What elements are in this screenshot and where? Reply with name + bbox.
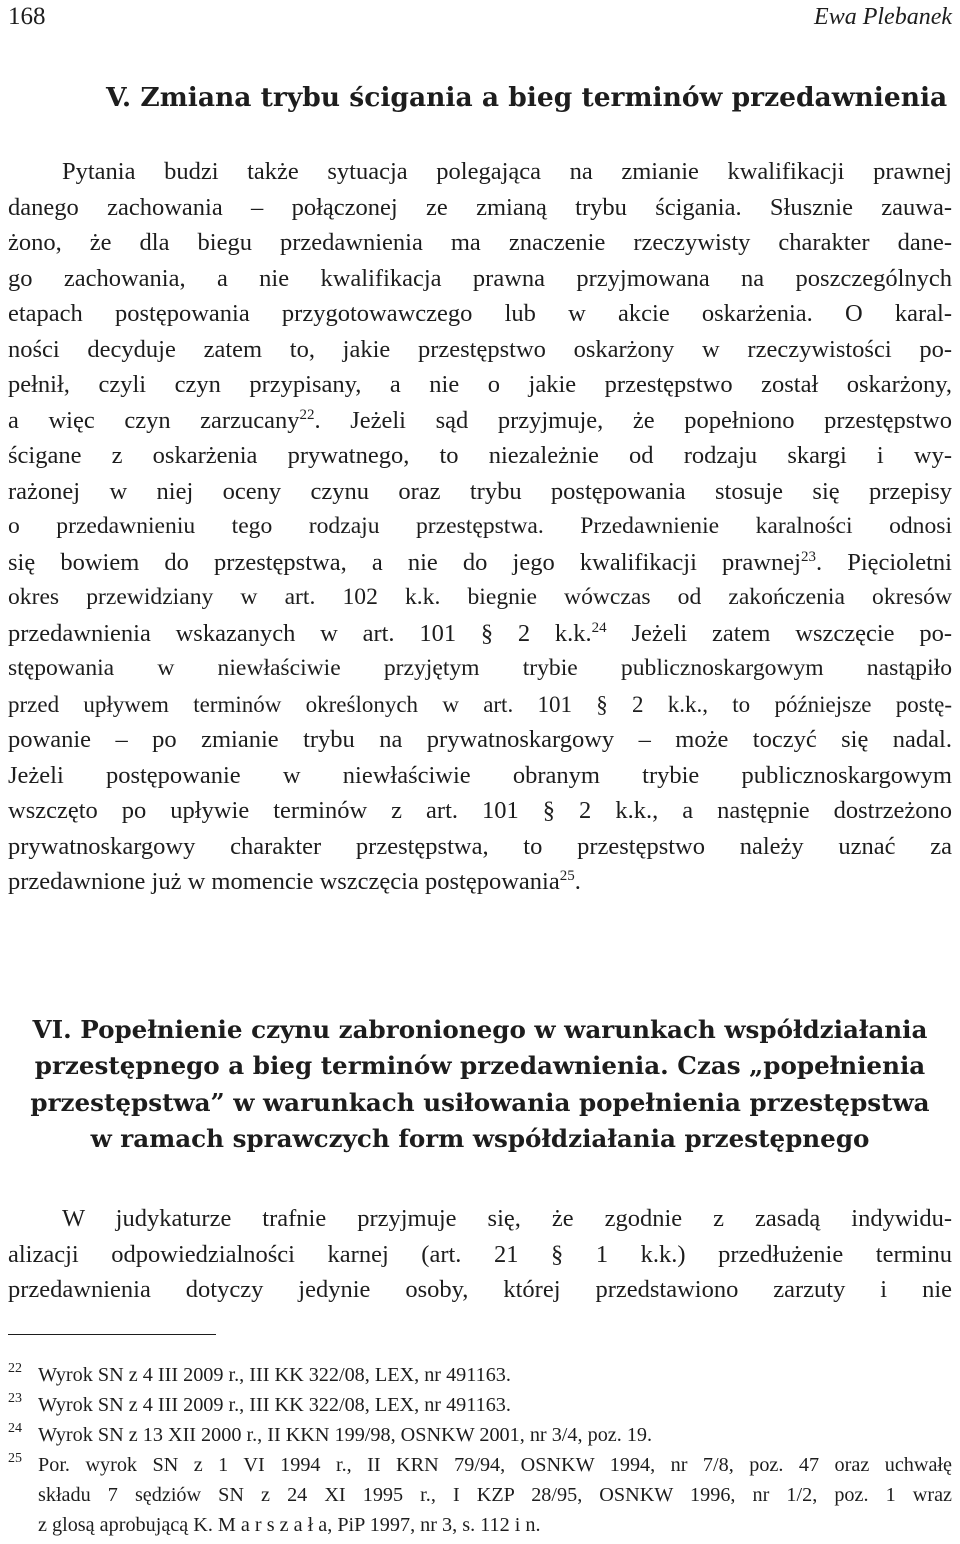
text-line <box>8 403 952 439</box>
text-line: przedawnienia dotyczy jedynie osoby, której przedstawiono zarzuty i nie <box>8 1276 952 1303</box>
section-heading-vi <box>0 1012 960 1158</box>
text-run: przedawnione już w momencie wszczęcia postępowania <box>8 868 560 895</box>
text-line: Jeżeli postępowanie w niewłaściwie obranym trybie publicznoskargowym <box>8 761 952 789</box>
heading-line: w ramach sprawczych form współdziałania przestępnego <box>90 1124 870 1154</box>
text-line: stępowania w niewłaściwie przyjętym trybie publicznoskargowym nastąpiło <box>8 655 952 681</box>
text-line: ścigane z oskarżenia prywatnego, to niezależnie od rodzaju skargi i wy- <box>8 442 952 469</box>
text-run: Jeżeli zatem wszczęcie po- <box>606 619 952 647</box>
text-line: wszczęto po upływie terminów z art. 101 § 2 k.k., a następnie dostrzeżono <box>8 797 952 824</box>
heading-line: przestępnego a bieg terminów przedawnienia. Czas „popełnienia <box>34 1051 926 1081</box>
footnote-number: 24 <box>8 1421 22 1436</box>
footnote-ref[interactable]: 25 <box>559 868 575 884</box>
footnote-text: Wyrok SN z 13 XII 2000 r., II KKN 199/98, OSNKW 2001, nr 3/4, poz. 19. <box>38 1424 653 1446</box>
text-run: przedawnienia wskazanych w art. 101 § 2 k.k. <box>8 619 592 647</box>
section-heading-v: V. Zmiana trybu ścigania a bieg terminów przedawnienia <box>106 82 948 113</box>
footnote-ref[interactable]: 23 <box>800 548 816 565</box>
footnote-text: Wyrok SN z 4 III 2009 r., III KK 322/08, LEX, nr 491163. <box>38 1364 511 1386</box>
text-line: alizacji odpowiedzialności karnej (art. 21 § 1 k.k.) przedłużenie terminu <box>8 1240 952 1268</box>
footnote-text: składu 7 sędziów SN z 24 XI 1995 r., I KZP 28/95, OSNKW 1996, nr 1/2, poz. 1 wraz <box>38 1484 952 1506</box>
text-run: a więc czyn zarzucany <box>8 406 300 434</box>
text-line <box>8 616 952 652</box>
text-line <box>8 545 952 581</box>
page-number: 168 <box>8 3 46 30</box>
section-v-paragraph <box>8 154 952 900</box>
footnote-number: 23 <box>8 1391 22 1406</box>
text-line: przed upływem terminów określonych w art. 101 § 2 k.k., to późniejsze postę- <box>8 691 952 717</box>
footnote-ref[interactable]: 22 <box>299 406 315 423</box>
text-line: rażonej w niej oceny czynu oraz trybu postępowania stosuje się przepisy <box>8 477 952 505</box>
footnotes-list <box>8 1360 952 1540</box>
text-line: o przedawnieniu tego rodzaju przestępstwa. Przedawnienie karalności odnosi <box>8 513 952 539</box>
text-line: danego zachowania – połączonej ze zmianą trybu ścigania. Słusznie zauwa- <box>8 193 952 221</box>
footnote-text: Por. wyrok SN z 1 VI 1994 r., II KRN 79/94, OSNKW 1994, nr 7/8, poz. 47 oraz uchwałę <box>38 1454 952 1476</box>
section-vi-paragraph <box>8 1201 952 1308</box>
heading-line: przestępstwa” w warunkach usiłowania popełnienia przestępstwa <box>30 1087 930 1117</box>
footnote-separator <box>8 1334 216 1335</box>
footnote-number: 22 <box>8 1361 22 1376</box>
text-line: prywatnoskargowy charakter przestępstwa, to przestępstwo należy uznać za <box>8 832 952 860</box>
footnote-24 <box>8 1420 952 1450</box>
text-line: go zachowania, a nie kwalifikacja prawna przyjmowana na poszczególnych <box>8 264 952 292</box>
text-line: pełnił, czyli czyn przypisany, a nie o jakie przestępstwo został oskarżony, <box>8 371 952 398</box>
footnote-23 <box>8 1390 952 1420</box>
running-head-author: Ewa Plebanek <box>814 4 952 30</box>
footnote-text: Wyrok SN z 4 III 2009 r., III KK 322/08, LEX, nr 491163. <box>38 1394 511 1416</box>
text-line: etapach postępowania przygotowawczego lub w akcie oskarżenia. O karal- <box>8 300 952 327</box>
heading-line: VI. Popełnienie czynu zabronionego w warunkach współdziałania <box>32 1015 928 1044</box>
text-line: okres przewidziany w art. 102 k.k. biegnie wówczas od zakończenia okresów <box>8 584 952 610</box>
footnote-ref[interactable]: 24 <box>591 619 607 636</box>
text-run: . <box>574 868 581 895</box>
text-line: powanie – po zmianie trybu na prywatnoskargowy – może toczyć się nadal. <box>8 726 952 753</box>
text-line: ności decyduje zatem to, jakie przestępstwo oskarżony w rzeczywistości po- <box>8 335 952 363</box>
footnote-number: 25 <box>8 1451 22 1466</box>
text-run: . Pięcioletni <box>815 548 952 576</box>
text-run: się bowiem do przestępstwa, a nie do jego kwalifikacji prawnej <box>8 548 801 576</box>
text-run: . Jeżeli sąd przyjmuje, że popełniono przestępstwo <box>314 406 952 434</box>
text-line <box>8 864 952 900</box>
text-line: Pytania budzi także sytuacja polegająca na zmianie kwalifikacji prawnej <box>62 158 952 185</box>
footnote-22 <box>8 1360 952 1390</box>
text-line: W judykaturze trafnie przyjmuje się, że zgodnie z zasadą indywidu- <box>62 1205 952 1232</box>
footnote-text: z glosą aprobującą K. M a r s z a ł a, PiP 1997, nr 3, s. 112 i n. <box>38 1514 541 1536</box>
text-line: żono, że dla biegu przedawnienia ma znaczenie rzeczywisty charakter dane- <box>8 229 952 256</box>
footnote-25 <box>8 1450 952 1540</box>
